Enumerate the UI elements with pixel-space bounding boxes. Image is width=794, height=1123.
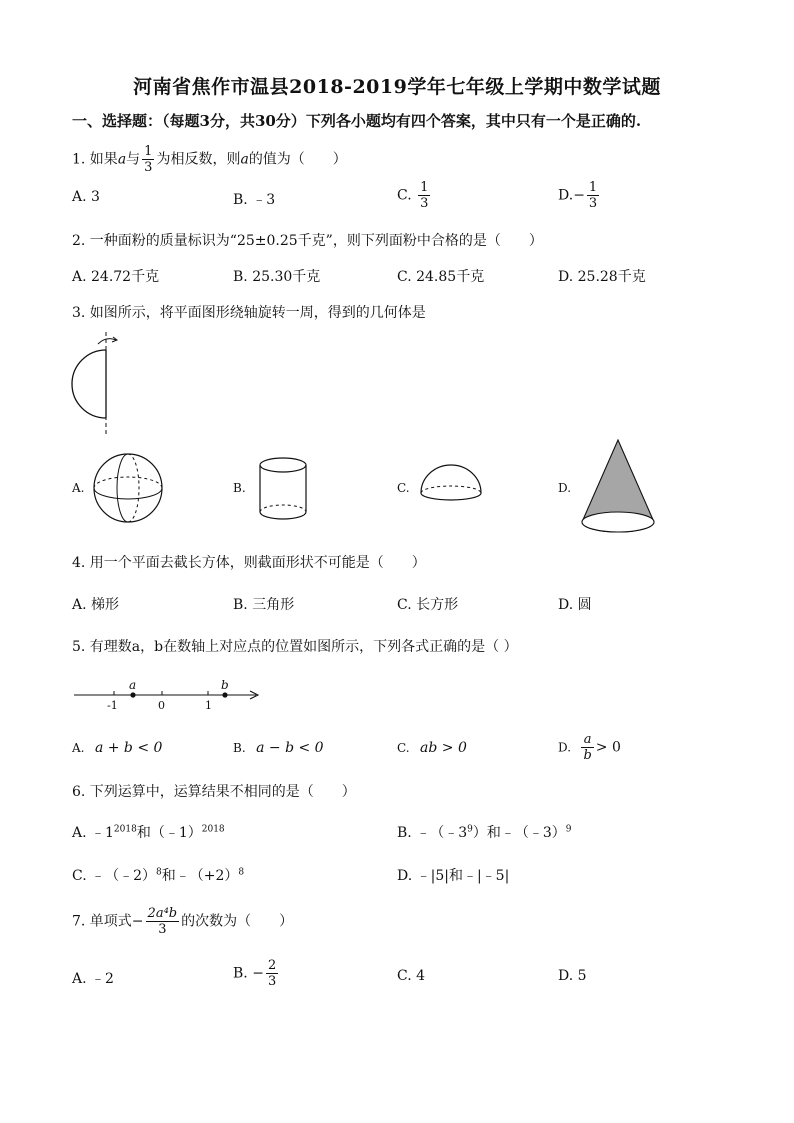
q7-post: 的次数为（ ） <box>181 913 294 930</box>
q3-option-b[interactable]: B. <box>233 481 246 495</box>
label-a: a <box>129 678 137 692</box>
q6-b-exp2: 9 <box>565 824 572 835</box>
cylinder-icon <box>257 456 309 522</box>
question-6: 6. 下列运算中，运算结果不相同的是（ ） <box>72 784 356 800</box>
page-title: 河南省焦作市温县2018-2019学年七年级上学期中数学试题 <box>133 76 661 98</box>
q7-option-d[interactable]: D. 5 <box>558 968 587 984</box>
q4-option-a[interactable]: A. 梯形 <box>72 597 120 613</box>
semicircle-shape <box>72 350 106 418</box>
q1-d-num: 1 <box>588 180 598 195</box>
q1-option-b[interactable]: B. ﹣3 <box>233 192 276 208</box>
tick-label-minus-1: -1 <box>107 699 118 712</box>
section-heading: 一、选择题：（每题3分，共30分）下列各小题均有四个答案，其中只有一个是正确的. <box>72 112 642 130</box>
label-b: b <box>221 678 229 692</box>
q1-option-a[interactable]: A. 3 <box>72 189 100 205</box>
q7-frac-num: 2a⁴b <box>147 906 178 921</box>
q2-option-a[interactable]: A. 24.72千克 <box>72 269 160 285</box>
q5-option-d-rest: > 0 <box>595 739 621 756</box>
q7-option-b-frac <box>266 958 278 989</box>
question-2: 2. 一种面粉的质量标识为“25±0.25千克”，则下列面粉中合格的是（ ） <box>72 233 543 249</box>
q1-var-a: a <box>117 151 127 168</box>
q7-option-b-sign: − <box>252 965 264 982</box>
q4-option-c[interactable]: C. 长方形 <box>397 597 459 613</box>
q1-post2: 的值为（ ） <box>248 151 347 168</box>
q1-frac-den: 3 <box>144 160 153 175</box>
q6-b-part1: B. ﹣（﹣3 <box>397 825 468 841</box>
q2-option-d[interactable]: D. 25.28千克 <box>558 269 646 285</box>
q7-option-b[interactable] <box>233 958 280 989</box>
q1-option-c-label: C. <box>397 187 412 204</box>
question-4: 4. 用一个平面去截长方体，则截面形状不可能是（ ） <box>72 555 426 571</box>
q7-b-den: 3 <box>267 974 277 989</box>
q1-c-num: 1 <box>420 180 429 195</box>
q4-option-d[interactable]: D. 圆 <box>558 597 592 613</box>
q1-option-c-frac <box>418 180 430 211</box>
q3-option-c[interactable]: C. <box>397 481 410 495</box>
sphere-icon <box>92 452 164 524</box>
q2-option-c[interactable]: C. 24.85千克 <box>397 269 485 285</box>
q6-c-exp1: 8 <box>156 867 162 878</box>
q5-d-num: a <box>581 732 593 748</box>
q6-option-a[interactable] <box>72 822 225 842</box>
q5-option-b-expr: a − b < 0 <box>256 740 324 756</box>
q5-d-den: b <box>583 748 592 763</box>
q5-option-a[interactable] <box>72 740 162 756</box>
question-7 <box>72 906 293 937</box>
q7-frac-den: 3 <box>158 922 167 937</box>
q6-a-part1: A. ﹣1 <box>72 825 114 841</box>
q5-option-b[interactable] <box>233 740 324 756</box>
q5-option-d-label: D. <box>558 740 572 755</box>
rotation-figure <box>66 330 136 440</box>
q6-c-part1: C. ﹣（﹣2） <box>72 868 157 884</box>
q1-var-a2: a <box>240 151 249 168</box>
point-b <box>222 692 227 697</box>
q3-option-d[interactable]: D. <box>558 481 572 495</box>
q5-option-a-label: A. <box>72 741 85 755</box>
q1-fraction <box>142 144 154 175</box>
q1-mid: 与 <box>126 151 141 168</box>
q1-frac-num: 1 <box>144 144 153 159</box>
q1-post1: 为相反数，则 <box>156 151 241 168</box>
q5-option-c[interactable] <box>397 740 467 756</box>
q5-option-c-label: C. <box>397 741 410 755</box>
question-1 <box>72 144 347 175</box>
q7-option-b-label: B. <box>233 965 248 982</box>
q7-option-c[interactable]: C. 4 <box>397 968 426 984</box>
q3-option-a[interactable]: A. <box>72 481 85 495</box>
q6-b-exp1: 9 <box>467 824 473 835</box>
question-5: 5. 有理数a，b在数轴上对应点的位置如图所示，下列各式正确的是（ ） <box>72 639 518 655</box>
q1-option-d-frac <box>587 180 599 211</box>
q1-pre: 1. 如果 <box>72 151 118 168</box>
point-a <box>130 692 135 697</box>
hemisphere-icon <box>418 463 484 503</box>
q5-option-d-frac <box>581 732 593 763</box>
q6-option-d[interactable]: D. ﹣|5|和﹣|﹣5| <box>397 868 510 884</box>
q1-d-den: 3 <box>588 196 598 211</box>
tick-label-0: 0 <box>158 699 165 712</box>
q4-option-b[interactable]: B. 三角形 <box>233 597 295 613</box>
q5-option-a-expr: a + b < 0 <box>94 740 163 756</box>
q6-c-exp2: 8 <box>238 867 245 878</box>
q1-option-d-label: D. <box>558 187 574 204</box>
q5-option-c-expr: ab > 0 <box>420 740 467 756</box>
q1-option-c[interactable] <box>397 180 432 211</box>
q1-c-den: 3 <box>420 196 429 211</box>
q5-option-d[interactable] <box>558 732 621 763</box>
q2-option-b[interactable]: B. 25.30千克 <box>233 269 321 285</box>
q6-a-part2: 和（﹣1） <box>136 825 202 841</box>
q7-b-num: 2 <box>267 958 277 973</box>
q1-option-d-sign: − <box>573 187 585 204</box>
q7-pre: 7. 单项式− <box>72 913 144 930</box>
tick-label-1: 1 <box>205 699 212 712</box>
question-3: 3. 如图所示，将平面图形绕轴旋转一周，得到的几何体是 <box>72 305 426 321</box>
q7-option-a[interactable]: A. ﹣2 <box>72 971 114 987</box>
q5-option-b-label: B. <box>233 741 246 755</box>
q6-option-b[interactable] <box>397 822 572 842</box>
q6-c-part2: 和﹣（+2） <box>161 868 239 884</box>
cone-icon <box>580 438 656 538</box>
q6-b-part2: ）和﹣（﹣3） <box>472 825 566 841</box>
q6-a-exp1: 2018 <box>113 824 137 835</box>
q6-option-c[interactable] <box>72 865 244 885</box>
q6-a-exp2: 2018 <box>201 824 225 835</box>
number-line <box>74 676 264 716</box>
q7-fraction <box>146 906 180 937</box>
q1-option-d[interactable] <box>558 180 601 211</box>
